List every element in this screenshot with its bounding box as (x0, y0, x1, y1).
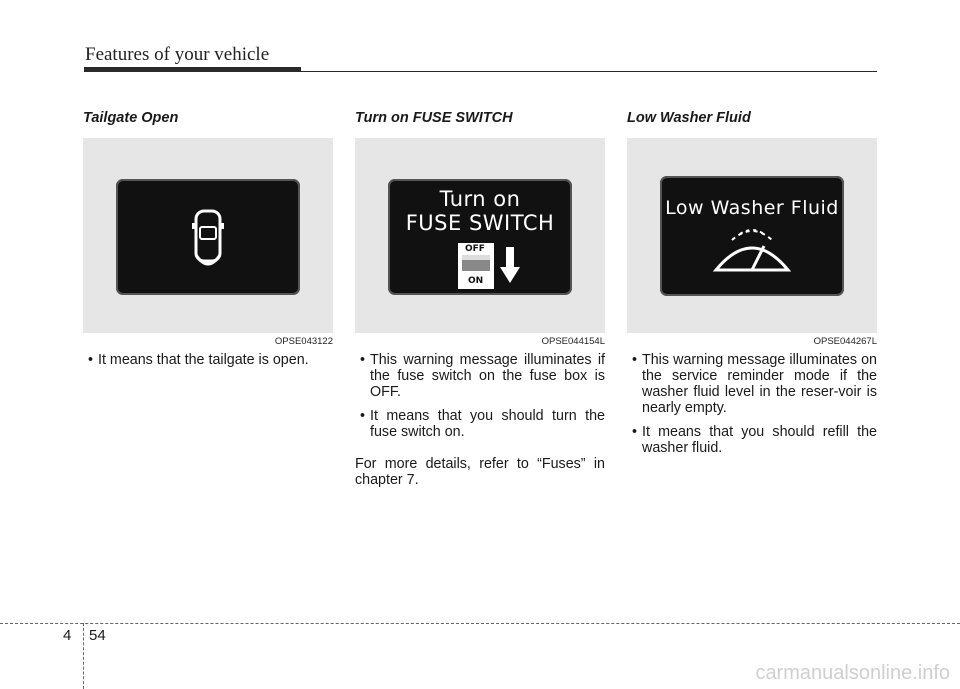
washer-fluid-icon (660, 176, 844, 296)
screen-text-line: FUSE SWITCH (405, 211, 555, 235)
reference-paragraph: For more details, refer to “Fuses” in chapter 7. (355, 456, 605, 488)
section-low-washer-fluid (627, 110, 877, 464)
list-item: • This warning message illuminates if the fuse switch on the fuse box is OFF. (355, 352, 605, 400)
page-number: 54 (89, 627, 106, 644)
screen-text-line: Turn on (439, 187, 521, 211)
section-tailgate-open (83, 110, 333, 376)
bullet-list (355, 352, 605, 440)
section-title: Turn on FUSE SWITCH (355, 110, 513, 126)
figure-code: OPSE043122 (274, 336, 333, 347)
header-rule-thin (84, 71, 877, 72)
figure-washer-display (627, 138, 877, 333)
section-title: Tailgate Open (83, 110, 179, 126)
list-item: • This warning message illuminates on the service reminder mode if the washer fluid level in the reser-voir is nearly empty. (627, 352, 877, 416)
list-item: • It means that you should refill the washer fluid. (627, 424, 877, 456)
footer-divider (83, 623, 84, 689)
figure-tailgate-display (83, 138, 333, 333)
switch-on-label: ON (468, 276, 484, 286)
list-item: • It means that the tailgate is open. (83, 352, 333, 368)
watermark-text: carmanualsonline.info (755, 662, 950, 684)
figure-fuse-switch-display (355, 138, 605, 333)
cluster-display (116, 179, 300, 295)
list-item: • It means that you should turn the fuse switch on. (355, 408, 605, 440)
cluster-display (388, 179, 572, 295)
cluster-display (660, 176, 844, 296)
switch-off-label: OFF (465, 244, 485, 254)
section-fuse-switch (355, 110, 605, 488)
section-title: Low Washer Fluid (627, 110, 751, 126)
footer-rule (0, 623, 960, 624)
chapter-number: 4 (63, 627, 72, 644)
figure-code: OPSE044267L (813, 336, 877, 347)
header-title: Features of your vehicle (85, 44, 270, 65)
figure-code: OPSE044154L (541, 336, 605, 347)
bullet-list (83, 352, 333, 368)
bullet-list (627, 352, 877, 456)
car-tailgate-open-icon (116, 179, 300, 295)
screen-text-line: Low Washer Fluid (665, 197, 839, 219)
